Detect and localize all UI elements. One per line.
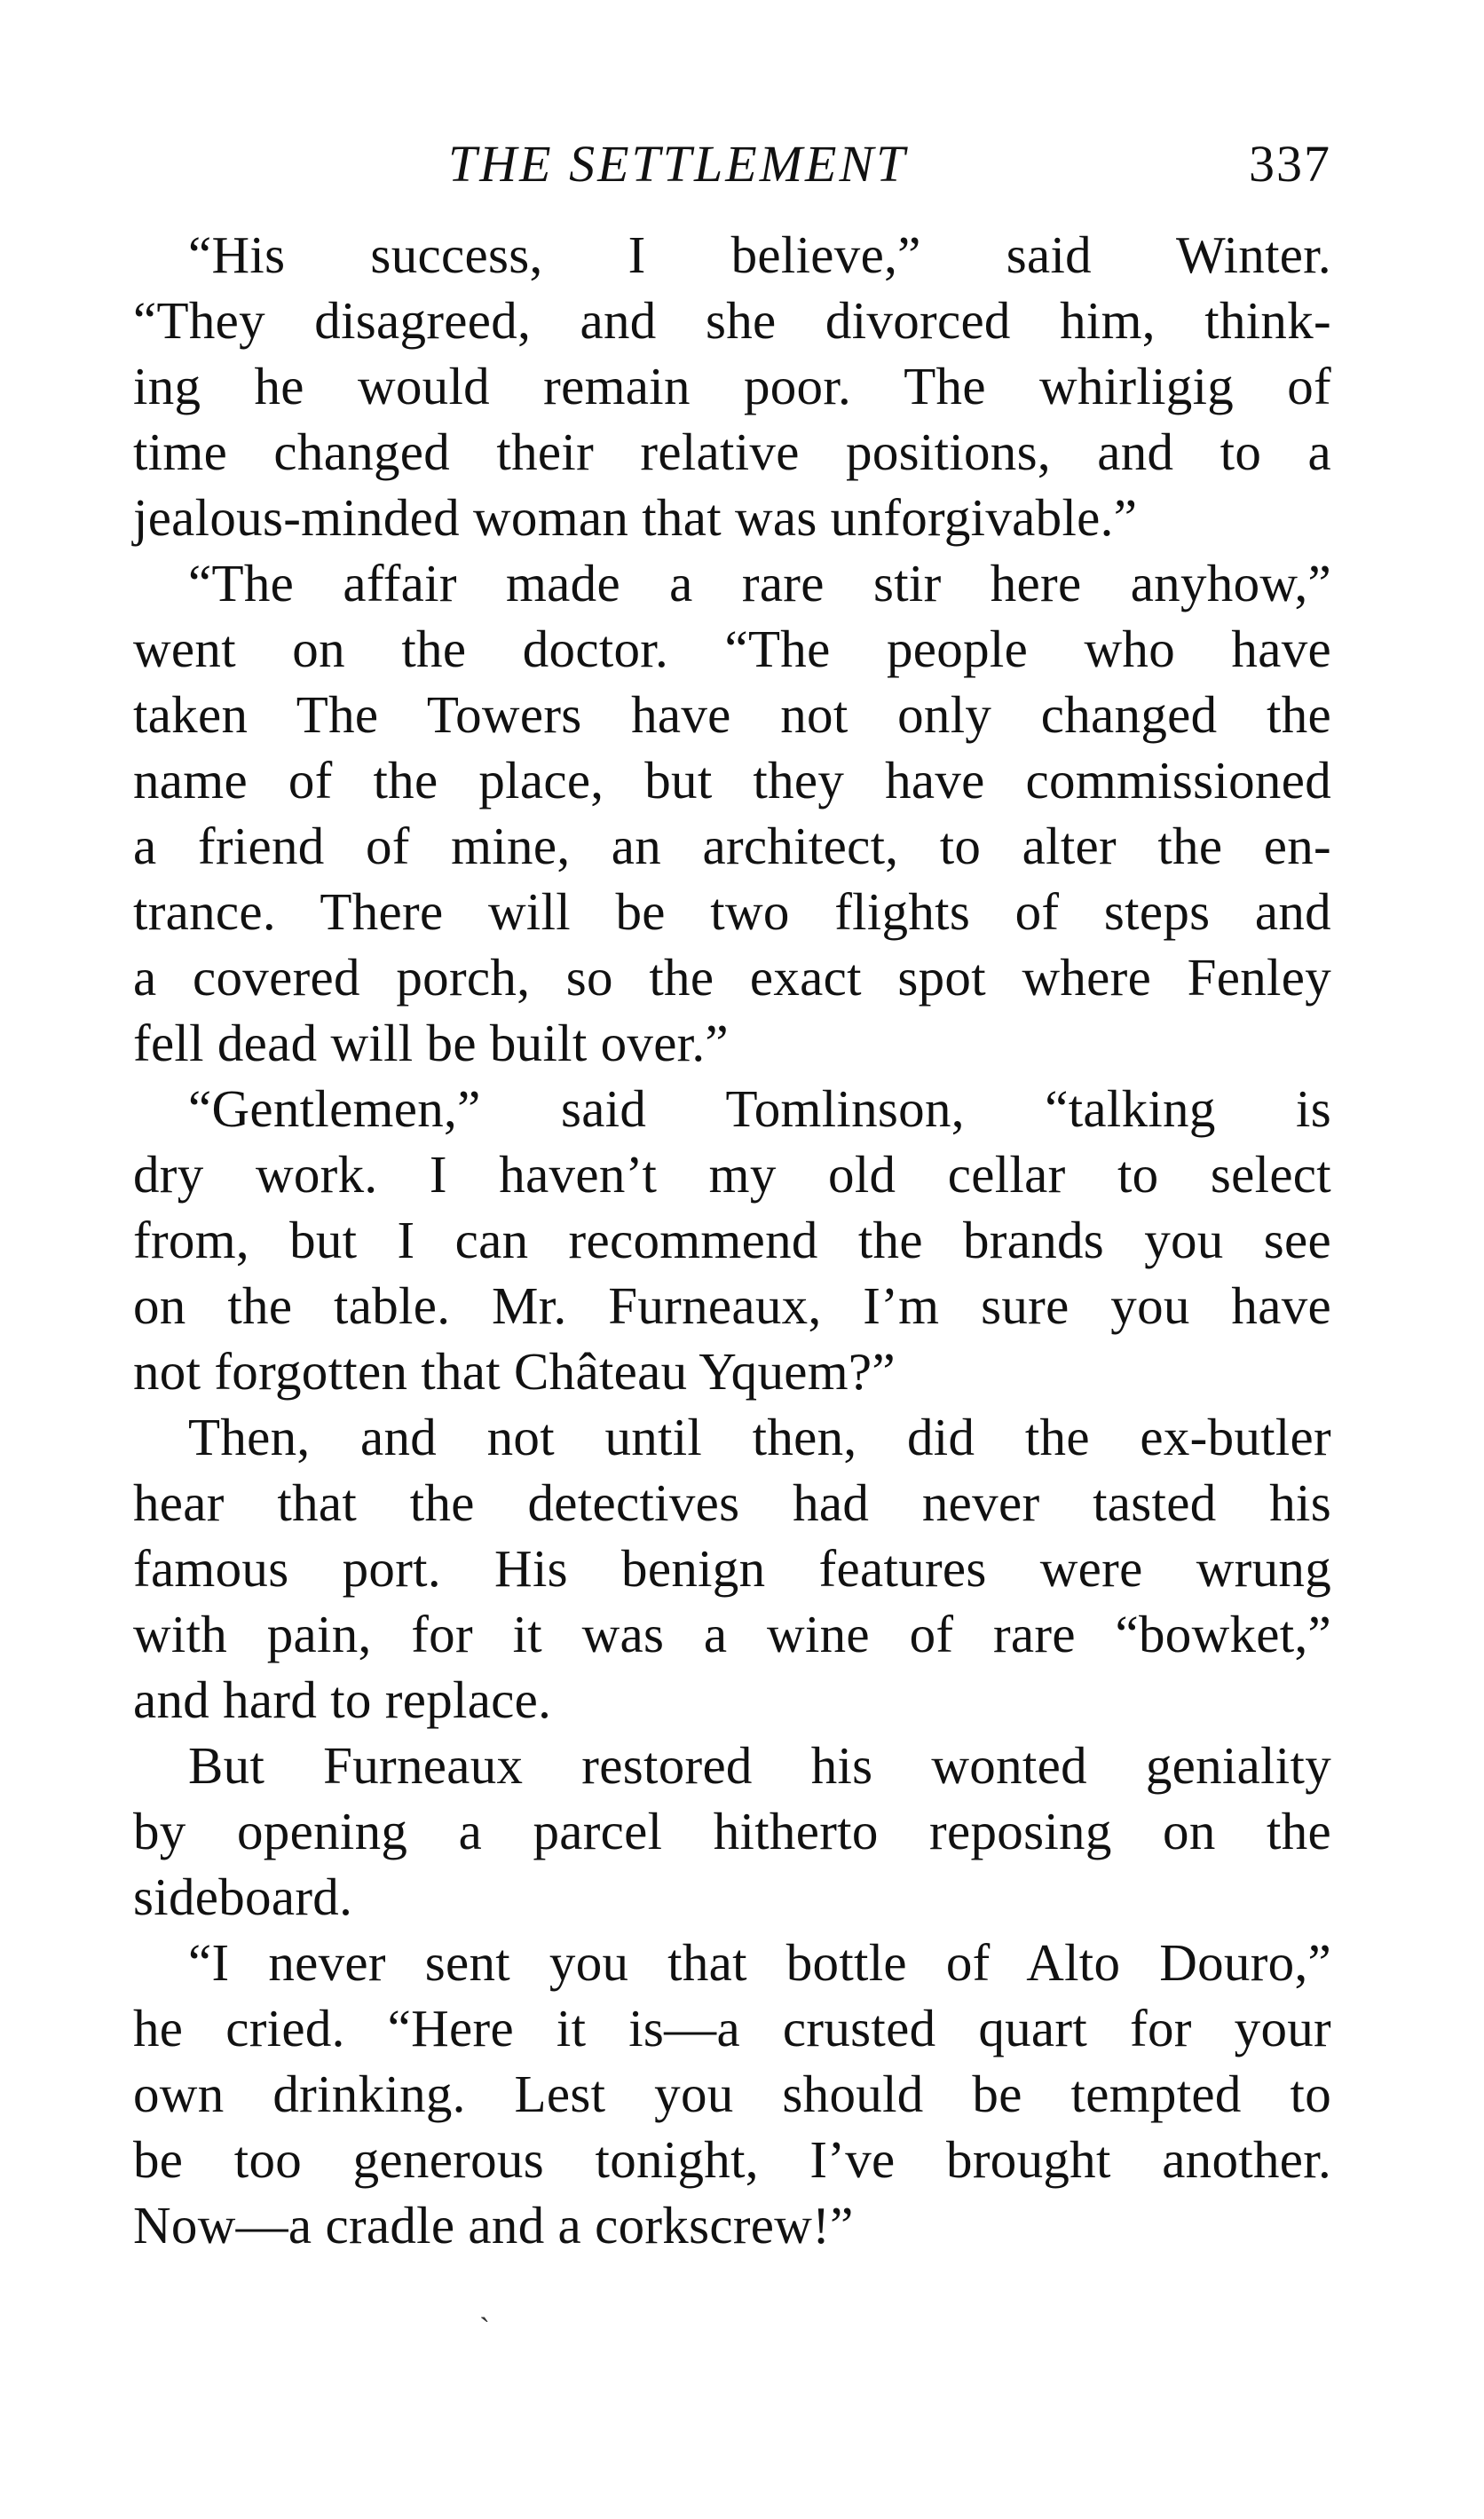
- running-head: [133, 129, 1331, 200]
- text-line: from, but I can recommend the brands you see: [133, 1211, 1331, 1269]
- text-line: “They disagreed, and she divorced him, think-: [133, 291, 1331, 350]
- text-line: taken The Towers have not only changed the: [133, 685, 1331, 744]
- text-line: sideboard.: [133, 1868, 353, 1926]
- text-line: a covered porch, so the exact spot where Fenley: [133, 948, 1331, 1007]
- text-line: by opening a parcel hitherto reposing on the: [133, 1802, 1331, 1860]
- text-line: he cried. “Here it is—a crusted quart for your: [133, 1999, 1331, 2057]
- text-line: “I never sent you that bottle of Alto Douro,”: [188, 1933, 1331, 1992]
- text-line: Then, and not until then, did the ex-butler: [188, 1408, 1331, 1466]
- text-line: fell dead will be built over.”: [133, 1014, 729, 1072]
- text-line: own drinking. Lest you should be tempted to: [133, 2065, 1331, 2123]
- text-line: with pain, for it was a wine of rare “bowket,”: [133, 1605, 1331, 1663]
- text-line: ing he would remain poor. The whirligig of: [133, 357, 1331, 415]
- body-text: [133, 222, 1331, 2258]
- text-line: and hard to replace.: [133, 1670, 552, 1729]
- text-line: hear that the detectives had never tasted his: [133, 1473, 1331, 1532]
- text-line: be too generous tonight, I’ve brought another.: [133, 2130, 1331, 2189]
- text-line: Now—a cradle and a corkscrew!”: [133, 2196, 854, 2254]
- page-number: 337: [1249, 135, 1331, 193]
- text-line: “Gentlemen,” said Tomlinson, “talking is: [188, 1079, 1331, 1138]
- text-line: “The affair made a rare stir here anyhow,”: [188, 554, 1331, 612]
- text-line: on the table. Mr. Furneaux, I’m sure you have: [133, 1276, 1331, 1335]
- text-line: jealous-minded woman that was unforgivable.”: [133, 488, 1138, 547]
- stray-ink-mark: ˎ: [479, 2286, 490, 2322]
- text-line: not forgotten that Château Yquem?”: [133, 1342, 896, 1401]
- text-line: “His success, I believe,” said Winter.: [188, 225, 1331, 284]
- running-title: THE SETTLEMENT: [448, 135, 908, 193]
- text-line: time changed their relative positions, and to a: [133, 422, 1331, 481]
- text-line: dry work. I haven’t my old cellar to select: [133, 1145, 1331, 1204]
- text-line: But Furneaux restored his wonted geniality: [188, 1736, 1331, 1795]
- text-line: name of the place, but they have commissioned: [133, 751, 1331, 809]
- text-line: went on the doctor. “The people who have: [133, 620, 1331, 678]
- text-line: a friend of mine, an architect, to alter the en-: [133, 817, 1331, 875]
- text-line: famous port. His benign features were wrung: [133, 1539, 1331, 1598]
- text-line: trance. There will be two flights of steps and: [133, 882, 1331, 941]
